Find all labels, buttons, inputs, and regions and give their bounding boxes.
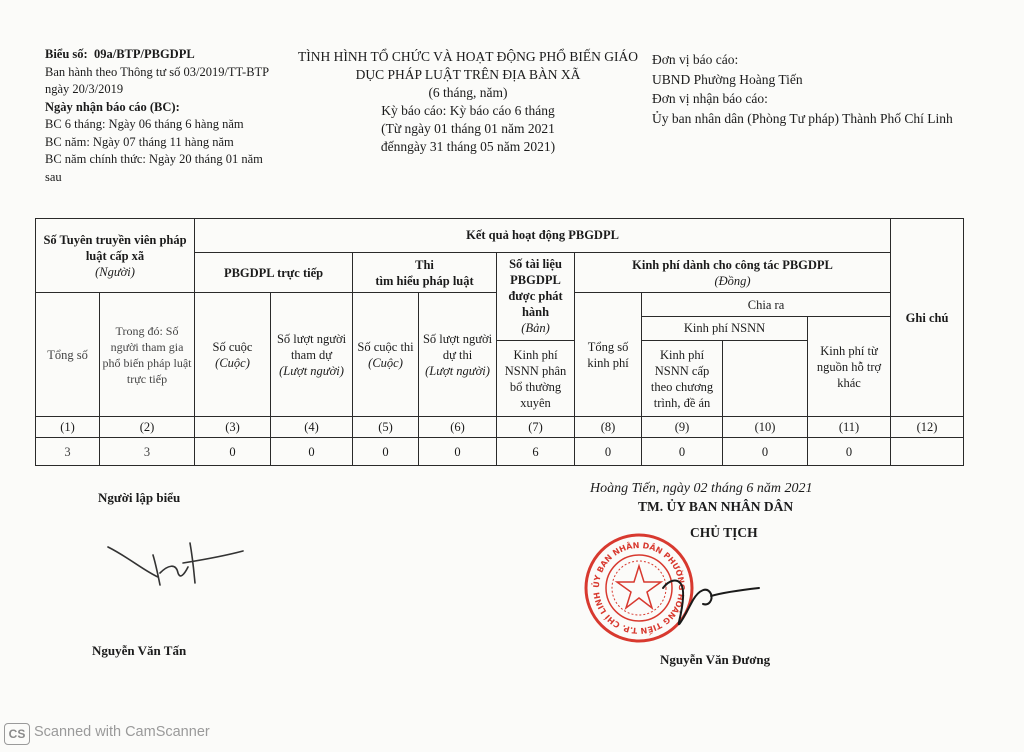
scanner-watermark: Scanned with CamScanner: [34, 724, 210, 740]
col-number: (5): [353, 417, 419, 438]
header-thi: [353, 252, 497, 292]
value-cell: 6: [497, 438, 575, 466]
receiving-unit: Ủy ban nhân dân (Phòng Tư pháp) Thành Phố Chí Linh: [652, 110, 953, 126]
bc-official: BC năm chính thức: Ngày 20 tháng 01 năm sau: [45, 152, 263, 184]
report-title-block: [268, 48, 668, 156]
col-number: (1): [36, 417, 100, 438]
form-info: [45, 46, 285, 186]
value-cell: 0: [642, 438, 723, 466]
report-period: Kỳ báo cáo: Kỳ báo cáo 6 tháng: [381, 103, 555, 118]
col10-header: Kinh phí NSNN cấp theo chương trình, đề án: [642, 340, 723, 416]
col4-label: Số lượt người tham dự: [276, 331, 347, 362]
col-number: (9): [642, 417, 723, 438]
header-ket-qua: Kết quả hoạt động PBGDPL: [195, 219, 891, 253]
report-title-period: (6 tháng, năm): [428, 85, 508, 100]
chairman-signature: [655, 560, 765, 640]
col-number: (11): [808, 417, 891, 438]
place-date: Hoàng Tiến, ngày 02 tháng 6 năm 2021: [590, 481, 813, 496]
header-thi-2: tìm hiểu pháp luật: [375, 273, 474, 288]
value-cell: 3: [36, 438, 100, 466]
col4-unit: (Lượt người): [279, 363, 344, 378]
header-chia-ra: Chia ra: [642, 293, 891, 317]
col1-header: Tổng số: [36, 293, 100, 417]
value-cell: 0: [271, 438, 353, 466]
col-number: (7): [497, 417, 575, 438]
preparer-name: Nguyễn Văn Tấn: [92, 643, 187, 658]
report-table: [35, 218, 964, 466]
report-title-line1: TÌNH HÌNH TỔ CHỨC VÀ HOẠT ĐỘNG PHỔ BIẾN GIÁO: [297, 49, 639, 64]
preparer-signature: [98, 525, 248, 595]
camscanner-logo-icon: CS: [4, 723, 30, 745]
col-number: (6): [419, 417, 497, 438]
bc-6-months: BC 6 tháng: Ngày 06 tháng 6 hàng năm: [45, 117, 244, 131]
col2-header: Trong đó: Số người tham gia phổ biến pháp luật trực tiếp: [100, 293, 195, 417]
col-number: (10): [723, 417, 808, 438]
org-name: TM. ỦY BAN NHÂN DÂN: [638, 499, 794, 514]
col3-label: Số cuộc: [212, 339, 253, 354]
col3-header: [195, 293, 271, 417]
preparer-title: Người lập biểu: [98, 490, 181, 505]
value-cell: 0: [353, 438, 419, 466]
header-tuyen-truyen-vien: [36, 219, 195, 293]
header-dong-unit: (Đồng): [714, 273, 751, 288]
header-truc-tiep: PBGDPL trực tiếp: [195, 252, 353, 292]
position-title: CHỦ TỊCH: [690, 525, 758, 540]
col5-header: [353, 293, 419, 417]
col9-header: Kinh phí NSNN phân bổ thường xuyên: [497, 340, 575, 416]
header-tai-lieu-text: Số tài liệu PBGDPL được phát hành: [508, 257, 563, 320]
value-cell: 0: [575, 438, 642, 466]
col6-label: Số lượt người dự thi: [422, 331, 493, 362]
receiving-unit-label: Đơn vị nhận báo cáo:: [652, 91, 768, 106]
report-title-line2: DỤC PHÁP LUẬT TRÊN ĐỊA BÀN XÃ: [355, 67, 581, 82]
header-tai-lieu: [497, 252, 575, 340]
col-number: (8): [575, 417, 642, 438]
header-kinh-phi-text: Kinh phí dành cho công tác PBGDPL: [632, 257, 833, 272]
value-cell: 0: [195, 438, 271, 466]
seal-text: ỦY BAN NHÂN DÂN PHƯỜNG HOÀNG TIẾN T.P. CHÍ LINH: [591, 540, 687, 636]
report-range-line1: (Từ ngày 01 tháng 01 năm 2021: [381, 121, 555, 136]
bc-year: BC năm: Ngày 07 tháng 11 hàng năm: [45, 134, 234, 149]
chairman-name: Nguyễn Văn Đương: [660, 652, 771, 667]
units-block: [652, 50, 982, 128]
header-ghi-chu: Ghi chú: [891, 219, 964, 417]
col-number: (12): [891, 417, 964, 438]
col-number: (4): [271, 417, 353, 438]
form-label: Biểu số:: [45, 47, 88, 61]
header-thi-1: Thi: [415, 257, 434, 272]
report-range-line2: đếnngày 31 tháng 05 năm 2021): [380, 139, 556, 154]
col11-header: Kinh phí từ nguồn hỗ trợ khác: [808, 317, 891, 417]
col4-header: [271, 293, 353, 417]
header-nguoi-unit: (Người): [95, 264, 135, 279]
col6-header: [419, 293, 497, 417]
value-cell: [891, 438, 964, 466]
col8-header: Tổng số kinh phí: [575, 293, 642, 417]
col-number: (2): [100, 417, 195, 438]
col5-label: Số cuộc thi: [357, 339, 414, 354]
column-number-row: [36, 417, 964, 438]
value-cell: 3: [100, 438, 195, 466]
receive-date-title: Ngày nhận báo cáo (BC):: [45, 99, 180, 114]
col6-unit: (Lượt người): [425, 363, 490, 378]
header-tuyen-truyen-vien-text: Số Tuyên truyền viên pháp luật cấp xã: [43, 232, 187, 263]
form-code: 09a/BTP/PBGDPL: [93, 47, 195, 61]
reporting-unit-label: Đơn vị báo cáo:: [652, 52, 739, 67]
reporting-unit: UBND Phường Hoàng Tiến: [652, 71, 803, 87]
header-nsnn: Kinh phí NSNN: [642, 317, 808, 341]
table-row: [36, 438, 964, 466]
col5-unit: (Cuộc): [368, 355, 403, 370]
value-cell: 0: [808, 438, 891, 466]
value-cell: 0: [723, 438, 808, 466]
issued-by: Ban hành theo Thông tư số 03/2019/TT-BTP ngày 20/3/2019: [45, 64, 269, 96]
col3-unit: (Cuộc): [215, 355, 250, 370]
value-cell: 0: [419, 438, 497, 466]
header-tai-lieu-unit: (Bản): [521, 321, 550, 336]
col-number: (3): [195, 417, 271, 438]
header-kinh-phi: [575, 252, 891, 292]
